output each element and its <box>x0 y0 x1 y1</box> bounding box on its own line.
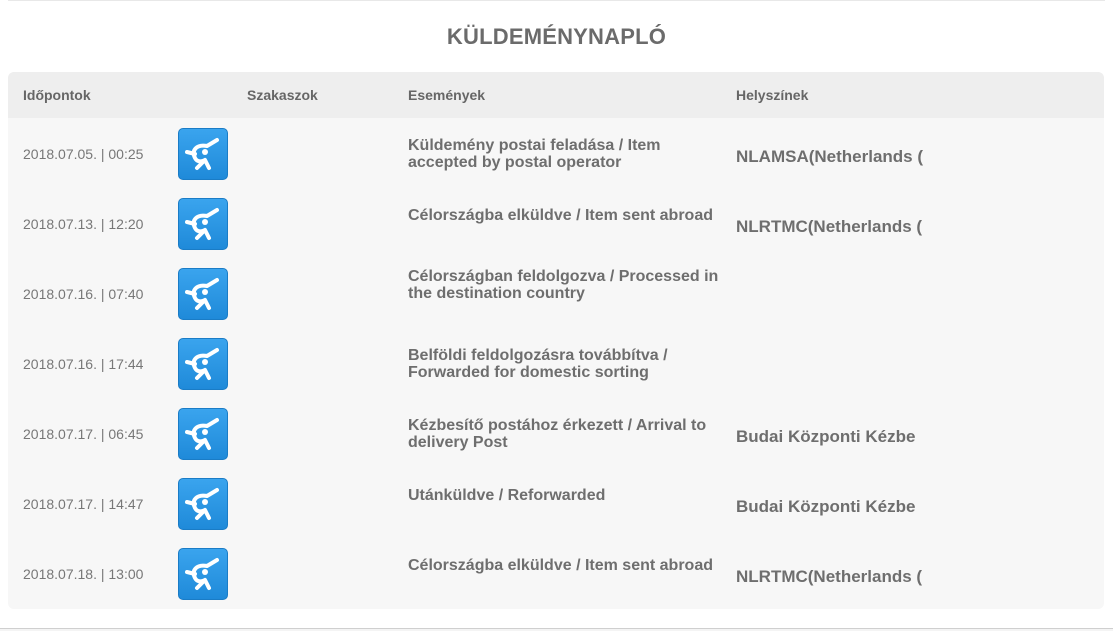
header-time: Időpontok <box>23 87 91 103</box>
shipment-log-table <box>8 72 1104 609</box>
row-time: 2018.07.16. | 07:40 <box>23 286 144 302</box>
row-event: Célországban feldolgozva / Processed in the destination country <box>408 268 719 302</box>
header-event: Események <box>408 87 486 103</box>
table-row <box>8 118 1104 188</box>
row-time: 2018.07.17. | 06:45 <box>23 426 144 442</box>
row-time: 2018.07.16. | 17:44 <box>23 356 144 372</box>
row-location: Budai Központi Kézbe <box>736 497 916 516</box>
postal-route-icon <box>178 268 228 320</box>
header-stage: Szakaszok <box>247 87 318 103</box>
table-row <box>8 328 1104 398</box>
postal-route-icon <box>178 338 228 390</box>
row-location: Budai Központi Kézbe <box>736 427 916 446</box>
row-location: NLRTMC(Netherlands ( <box>736 217 923 236</box>
top-divider <box>8 0 1105 2</box>
postal-route-icon <box>178 198 228 250</box>
postal-route-icon <box>178 128 228 180</box>
page-title: KÜLDEMÉNYNAPLÓ <box>446 24 667 49</box>
table-row <box>8 538 1104 608</box>
row-time: 2018.07.05. | 00:25 <box>23 146 144 162</box>
table-header <box>8 72 1104 118</box>
postal-route-icon <box>178 408 228 460</box>
row-event: Utánküldve / Reforwarded <box>408 487 606 504</box>
row-time: 2018.07.18. | 13:00 <box>23 566 144 582</box>
postal-route-icon <box>178 478 228 530</box>
table-row <box>8 398 1104 468</box>
row-time: 2018.07.17. | 14:47 <box>23 496 144 512</box>
row-event: Célországba elküldve / Item sent abroad <box>408 207 713 224</box>
table-row <box>8 468 1104 538</box>
row-time: 2018.07.13. | 12:20 <box>23 216 144 232</box>
row-event: Célországba elküldve / Item sent abroad <box>408 557 713 574</box>
row-location: NLRTMC(Netherlands ( <box>736 567 923 586</box>
row-event: Küldemény postai feladása / Item accepted by postal operator <box>408 137 661 171</box>
table-row <box>8 258 1104 328</box>
postal-route-icon <box>178 548 228 600</box>
row-event: Kézbesítő postához érkezett / Arrival to delivery Post <box>408 417 707 451</box>
header-location: Helyszínek <box>736 87 809 103</box>
row-event: Belföldi feldolgozásra továbbítva / Forwarded for domestic sorting <box>408 347 668 381</box>
table-row <box>8 188 1104 258</box>
row-location: NLAMSA(Netherlands ( <box>736 147 924 166</box>
